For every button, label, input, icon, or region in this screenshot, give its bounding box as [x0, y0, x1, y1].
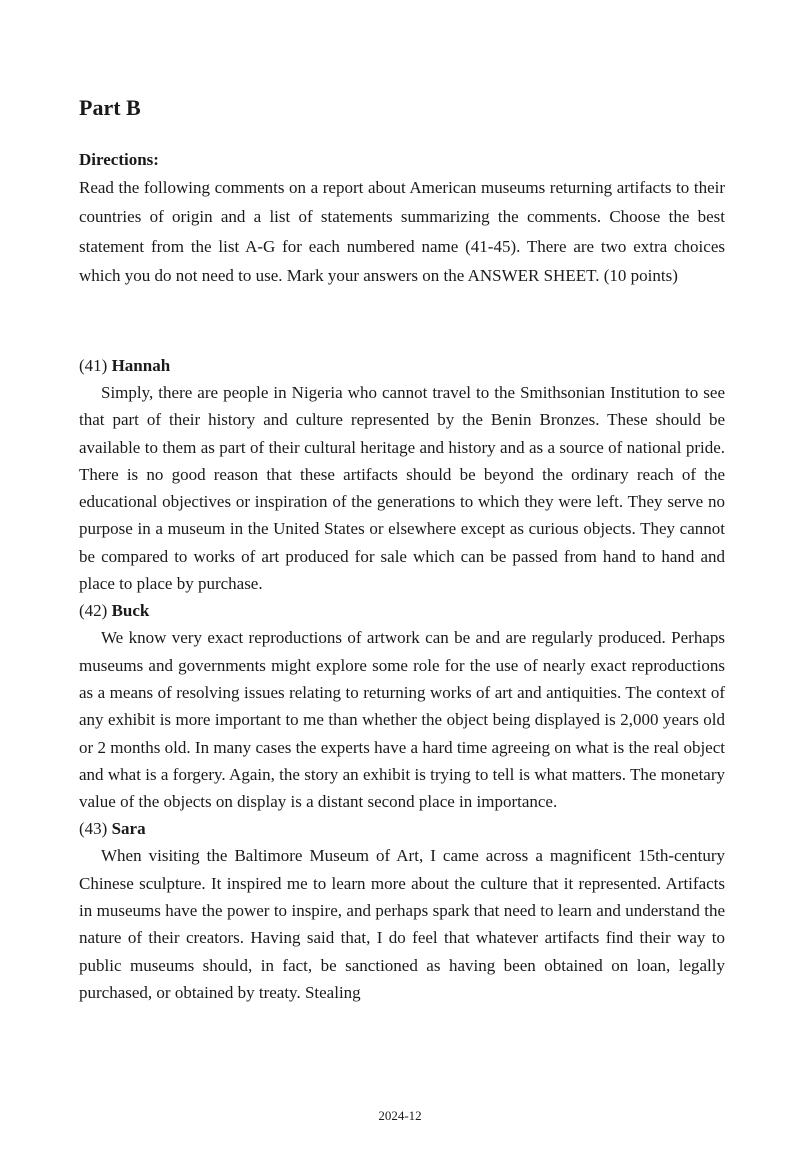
comment-text: When visiting the Baltimore Museum of Art, I came across a magnificent 15th-century Chinese sculpture. It inspired me to learn more about the culture that it represented. Artifacts in museums have the power to inspire, and perhaps spark that need to learn and understand the nature of their creators. Having said that, I do feel that whatever artifacts find their way to public museums should, in fact, be sanctioned as having been obtained on loan, legally purchased, or obtained by treaty. Stealing	[79, 846, 725, 1002]
comment-number: (42)	[79, 601, 108, 621]
directions-label: Directions:	[79, 150, 159, 169]
commenter-name: Buck	[111, 601, 150, 621]
comment-heading	[79, 352, 725, 379]
comment-heading	[79, 815, 725, 842]
comment-number: (41)	[79, 356, 108, 375]
page-number: 2024-12	[378, 1108, 422, 1123]
comment-block	[79, 815, 725, 1006]
directions-text: Read the following comments on a report about American museums returning artifacts to their countries of origin and a list of statements summarizing the comments. Choose the best statement from the list A-G for each numbered name (41-45). There are two extra choices which you do not need to use. Mark your answers on the ANSWER SHEET. (10 points)	[79, 178, 725, 285]
commenter-name: Sara	[111, 819, 146, 839]
commenter-name: Hannah	[111, 356, 171, 375]
comment-block	[79, 597, 725, 815]
comment-number: (43)	[79, 819, 108, 839]
part-title: Part B	[79, 95, 141, 120]
comment-text: Simply, there are people in Nigeria who cannot travel to the Smithsonian Institution to see that part of their history and culture represented by the Benin Bronzes. These should be available to them as part of their cultural heritage and history and as a source of national pride. There is no good reason that these artifacts should be beyond the ordinary reach of the educational objectives or inspiration of the generations to which they were left. They serve no purpose in a museum in the United States or elsewhere except as curious objects. They cannot be compared to works of art produced for sale which can be passed from hand to hand and place to place by purchase.	[79, 383, 725, 594]
comment-block	[79, 352, 725, 597]
comment-text: We know very exact reproductions of artwork can be and are regularly produced. Perhaps museums and governments might explore some role for the use of nearly exact reproductions as a means of resolving issues relating to returning works of art and antiquities. The context of any exhibit is more important to me than whether the object being displayed is 2,000 years old or 2 months old. In many cases the experts have a hard time agreeing on what is the real object and what is a forgery. Again, the story an exhibit is trying to tell is what matters. The monetary value of the objects on display is a distant second place in importance.	[79, 628, 725, 812]
comments-section	[79, 352, 725, 1006]
comment-heading	[79, 597, 725, 624]
